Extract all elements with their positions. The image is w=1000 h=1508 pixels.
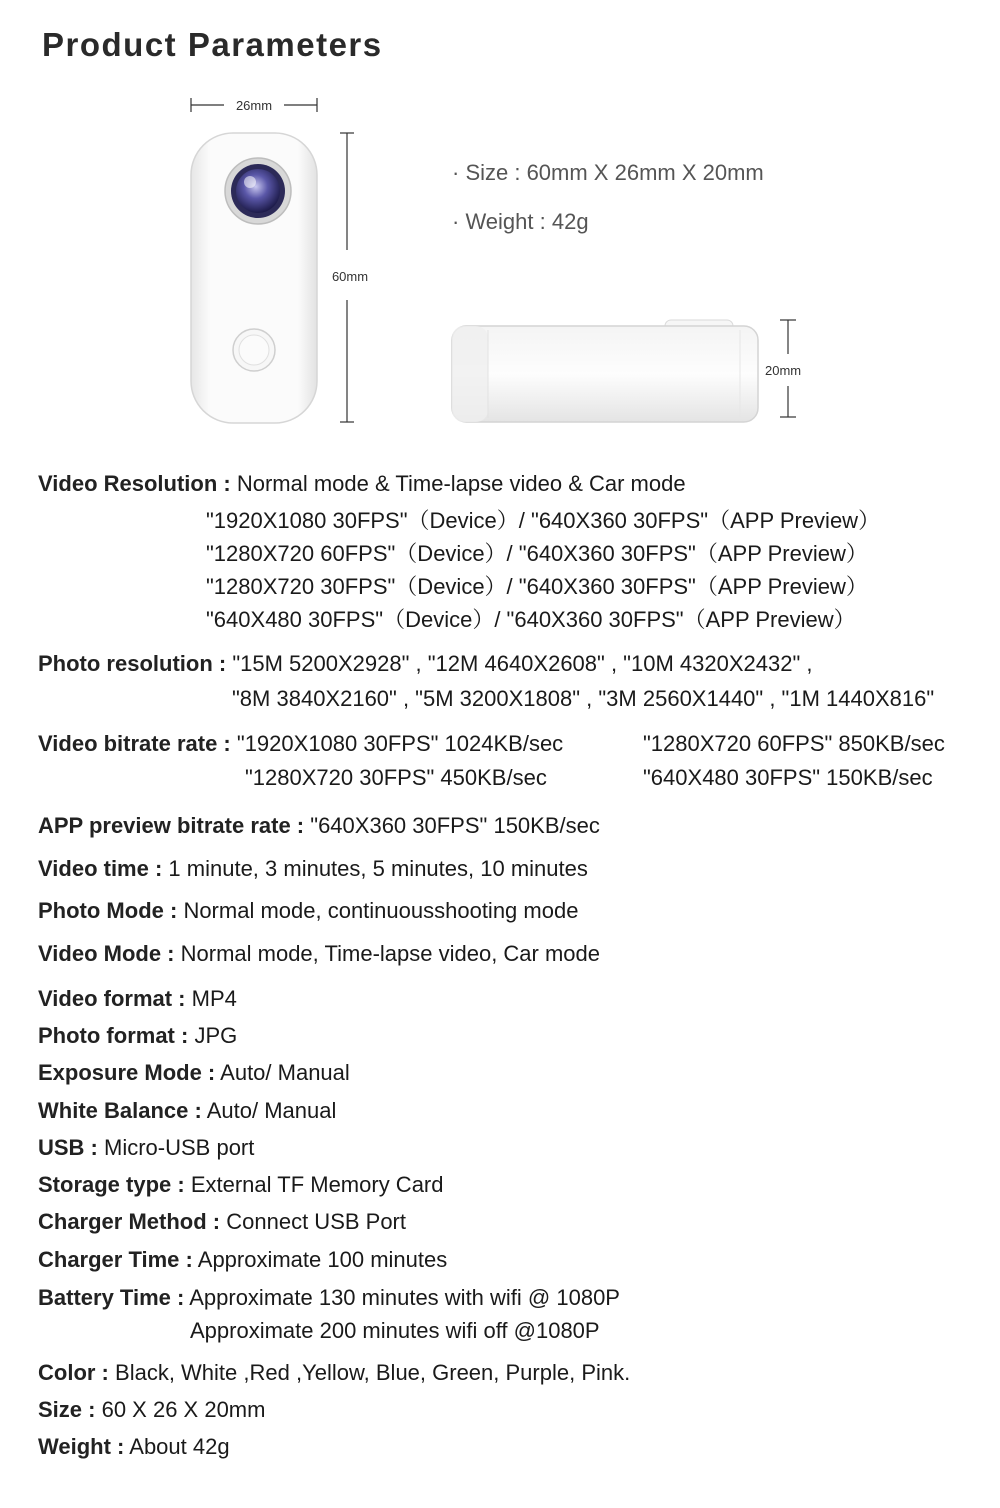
spec-value: Auto/ Manual <box>220 1060 350 1085</box>
spec-video-mode <box>38 941 600 967</box>
video-resolution-line: "1280X720 30FPS"（Device）/ "640X360 30FPS"（APP Preview） <box>206 574 868 599</box>
spec-label: Video bitrate rate : <box>38 731 231 756</box>
video-bitrate-item: "1280X720 30FPS" 450KB/sec <box>245 765 547 790</box>
spec-photo-mode <box>38 898 578 924</box>
video-bitrate-item: "1280X720 60FPS" 850KB/sec <box>643 731 945 756</box>
spec-video-time <box>38 856 588 882</box>
spec-label: Charger Time : <box>38 1247 193 1272</box>
summary-size: · Size : 60mm X 26mm X 20mm <box>452 160 764 185</box>
spec-label: Color : <box>38 1360 109 1385</box>
spec-label: Photo Mode : <box>38 898 178 923</box>
video-resolution-line: "1280X720 60FPS"（Device）/ "640X360 30FPS"（APP Preview） <box>206 541 868 566</box>
spec-label: Video format : <box>38 986 186 1011</box>
spec-label: Weight : <box>38 1434 125 1459</box>
spec-storage-type <box>38 1172 443 1198</box>
spec-value: "15M 5200X2928" , "12M 4640X2608" , "10M 4320X2432" , <box>232 651 813 676</box>
spec-label: Exposure Mode : <box>38 1060 216 1085</box>
spec-video-bitrate <box>38 731 563 757</box>
spec-photo-format <box>38 1023 237 1049</box>
spec-app-preview-bitrate <box>38 813 600 839</box>
spec-value: 60 X 26 X 20mm <box>101 1397 266 1422</box>
lens-icon <box>236 169 280 213</box>
spec-usb <box>38 1135 254 1161</box>
camera-side-view <box>452 320 758 422</box>
depth-dimension <box>765 320 801 417</box>
spec-value: Normal mode & Time-lapse video & Car mode <box>236 471 686 496</box>
spec-video-format <box>38 986 237 1012</box>
spec-value: "640X360 30FPS" 150KB/sec <box>310 813 600 838</box>
summary-weight: · Weight : 42g <box>452 209 589 234</box>
spec-value: About 42g <box>129 1434 230 1459</box>
spec-charger-time <box>38 1247 447 1273</box>
width-label: 26mm <box>235 98 273 113</box>
spec-video-resolution <box>38 471 686 497</box>
spec-label: Photo resolution : <box>38 651 227 676</box>
spec-value: External TF Memory Card <box>190 1172 444 1197</box>
spec-label: APP preview bitrate rate : <box>38 813 305 838</box>
spec-value: "1920X1080 30FPS" 1024KB/sec <box>236 731 564 756</box>
camera-front-view <box>191 133 317 423</box>
spec-label: White Balance : <box>38 1098 202 1123</box>
spec-label: Storage type : <box>38 1172 185 1197</box>
spec-label: USB : <box>38 1135 98 1160</box>
spec-white-balance <box>38 1098 336 1124</box>
spec-value: Approximate 100 minutes <box>197 1247 448 1272</box>
depth-label: 20mm <box>765 363 802 378</box>
photo-resolution-line: "8M 3840X2160" , "5M 3200X1808" , "3M 2560X1440" , "1M 1440X816" <box>232 686 935 711</box>
spec-value: Normal mode, continuousshooting mode <box>183 898 579 923</box>
video-resolution-line: "1920X1080 30FPS"（Device）/ "640X360 30FPS"（APP Preview） <box>206 508 881 533</box>
height-label: 60mm <box>331 269 369 284</box>
spec-label: Video Mode : <box>38 941 175 966</box>
spec-value: JPG <box>194 1023 238 1048</box>
spec-label: Photo format : <box>38 1023 189 1048</box>
spec-value: 1 minute, 3 minutes, 5 minutes, 10 minutes <box>168 856 588 881</box>
battery-time-line: Approximate 200 minutes wifi off @1080P <box>190 1318 600 1343</box>
spec-label: Size : <box>38 1397 96 1422</box>
width-dimension <box>191 98 317 113</box>
spec-value: Auto/ Manual <box>206 1098 337 1123</box>
spec-value: Black, White ,Red ,Yellow, Blue, Green, Purple, Pink. <box>115 1360 631 1385</box>
spec-size <box>38 1397 265 1423</box>
video-resolution-line: "640X480 30FPS"（Device）/ "640X360 30FPS"（APP Preview） <box>206 607 856 632</box>
page-title: Product Parameters <box>42 26 383 63</box>
spec-charger-method <box>38 1209 406 1235</box>
spec-value: Micro-USB port <box>104 1135 255 1160</box>
spec-value: Connect USB Port <box>226 1209 406 1234</box>
spec-label: Video Resolution : <box>38 471 231 496</box>
spec-label: Video time : <box>38 856 163 881</box>
spec-value: Normal mode, Time-lapse video, Car mode <box>180 941 601 966</box>
spec-label: Charger Method : <box>38 1209 221 1234</box>
spec-weight <box>38 1434 230 1460</box>
spec-photo-resolution <box>38 651 812 677</box>
spec-value: MP4 <box>191 986 237 1011</box>
spec-battery-time <box>38 1285 620 1311</box>
spec-color <box>38 1360 630 1386</box>
spec-label: Battery Time : <box>38 1285 185 1310</box>
spec-value: Approximate 130 minutes with wifi @ 1080P <box>189 1285 620 1310</box>
height-dimension <box>332 133 368 422</box>
spec-exposure-mode <box>38 1060 350 1086</box>
video-bitrate-item: "640X480 30FPS" 150KB/sec <box>643 765 933 790</box>
